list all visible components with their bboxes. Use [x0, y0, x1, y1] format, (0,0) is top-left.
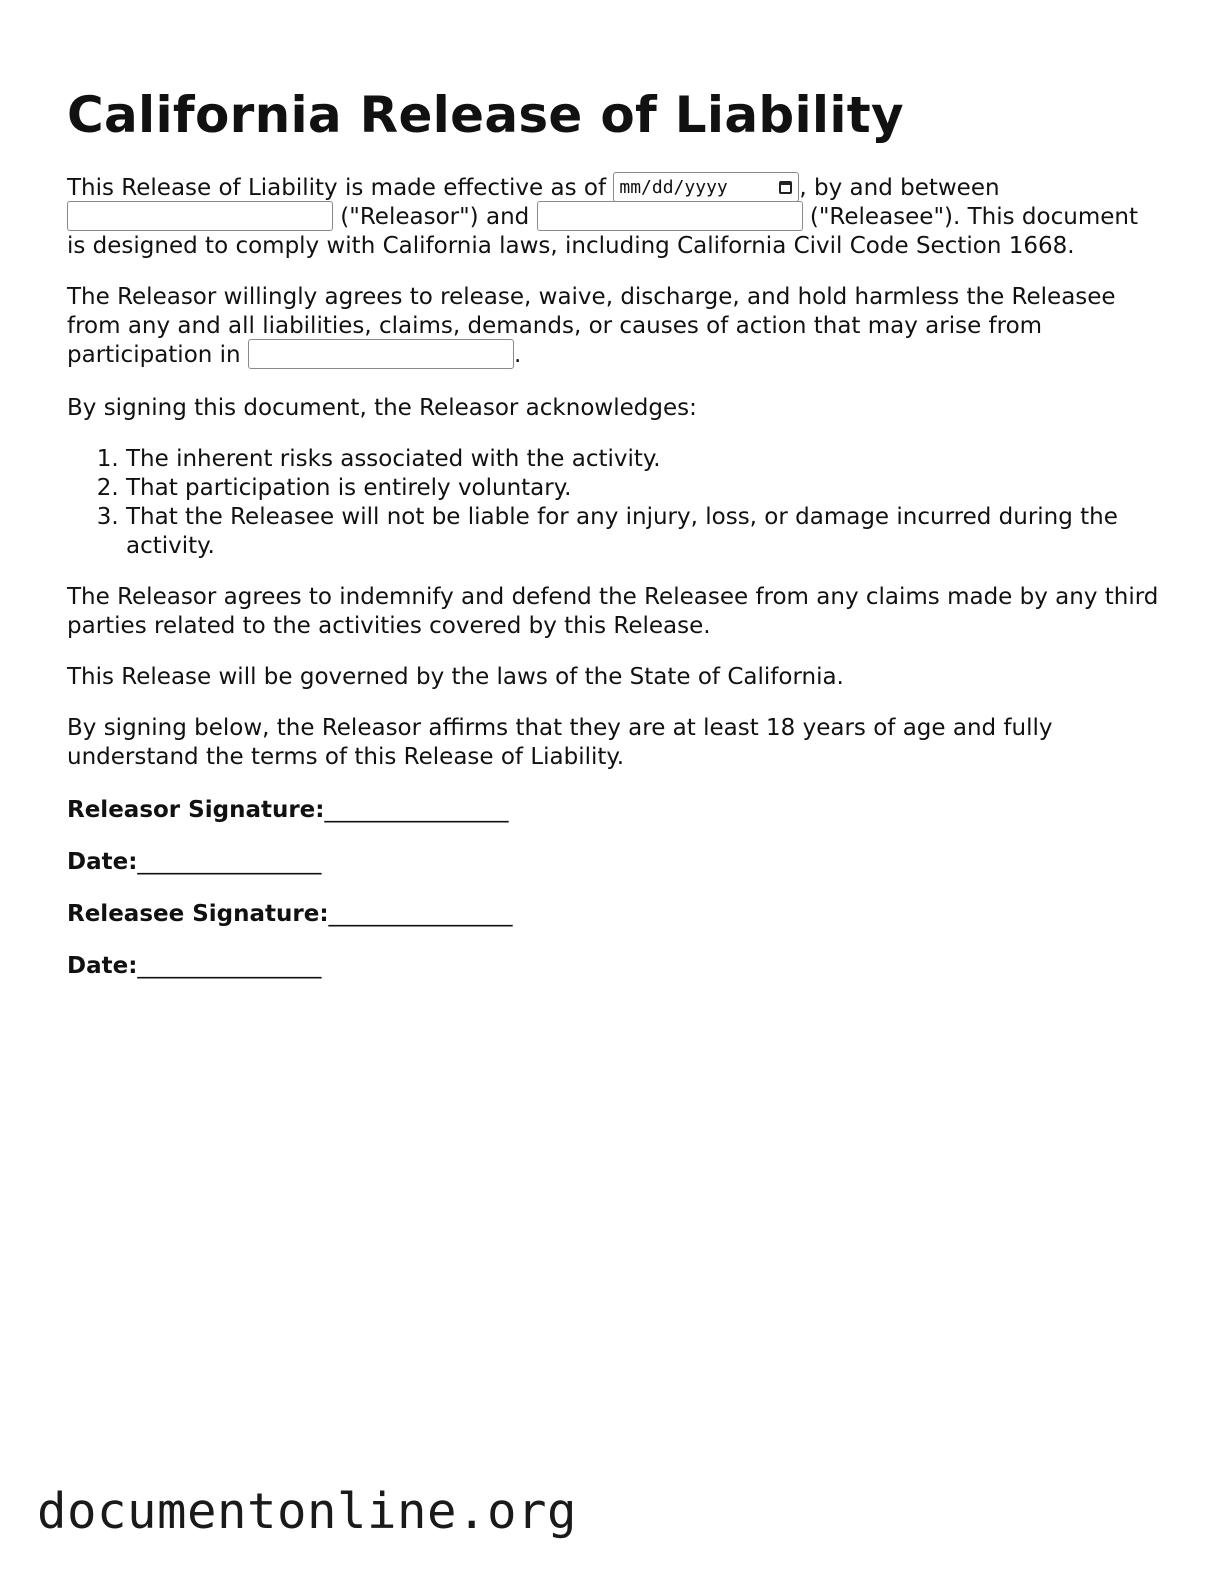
governing-law-paragraph: This Release will be governed by the laws of the State of California.: [67, 664, 844, 690]
releasee-date-blank: ________________: [137, 953, 322, 979]
effective-date-input[interactable]: [613, 172, 799, 202]
releasor-signature-label: Releasor Signature:: [67, 797, 325, 823]
releasee-signature-line: [67, 900, 1162, 929]
acknowledge-paragraph: By signing this document, the Releasor acknowledges:: [67, 395, 697, 421]
document-title: California Release of Liability: [67, 86, 904, 144]
watermark: documentonline.org: [37, 1483, 578, 1540]
intro-text-2: , by and between: [799, 175, 1000, 201]
intro-text-4: ("Releasee"). This document is designed to comply with California laws, including California Civil Code Section 1668.: [67, 204, 1138, 259]
releasor-signature-line: [67, 796, 1162, 825]
release-text-1: The Releasor willingly agrees to release, waive, discharge, and hold harmless the Releasee from any and all liabilities, claims, demands, or causes of action that may arise from participation in: [67, 284, 1116, 368]
releasee-date-line: [67, 952, 1162, 981]
releasee-date-label: Date:: [67, 953, 138, 979]
intro-text-1: This Release of Liability is made effective as of: [67, 175, 614, 201]
release-text-2: .: [513, 342, 522, 368]
activity-input[interactable]: [248, 339, 514, 369]
acknowledgement-list: [67, 445, 1162, 561]
releasor-date-label: Date:: [67, 849, 138, 875]
intro-text-3: ("Releasor") and: [333, 204, 537, 230]
date-placeholder: mm/dd/yyyy: [619, 176, 728, 198]
releasee-signature-blank: ________________: [328, 901, 513, 927]
list-item: 2. That participation is entirely voluntary.: [126, 474, 1162, 503]
list-item: 3. That the Releasee will not be liable for any injury, loss, or damage incurred during the activity.: [126, 503, 1162, 561]
affirm-paragraph: By signing below, the Releasor affirms that they are at least 18 years of age and fully understand the terms of this Release of Liability.: [67, 715, 1053, 770]
intro-paragraph: [67, 174, 1162, 261]
releasee-name-input[interactable]: [537, 201, 803, 231]
list-item: 1. The inherent risks associated with the activity.: [126, 445, 1162, 474]
release-paragraph: [67, 283, 1162, 370]
releasor-date-blank: ________________: [137, 849, 322, 875]
indemnify-paragraph: The Releasor agrees to indemnify and defend the Releasee from any claims made by any third parties related to the activities covered by this Release.: [67, 584, 1159, 639]
document-page: [67, 0, 1162, 981]
releasee-signature-label: Releasee Signature:: [67, 901, 329, 927]
calendar-icon[interactable]: [779, 181, 792, 194]
releasor-date-line: [67, 848, 1162, 877]
releasor-name-input[interactable]: [67, 201, 333, 231]
releasor-signature-blank: ________________: [324, 797, 509, 823]
